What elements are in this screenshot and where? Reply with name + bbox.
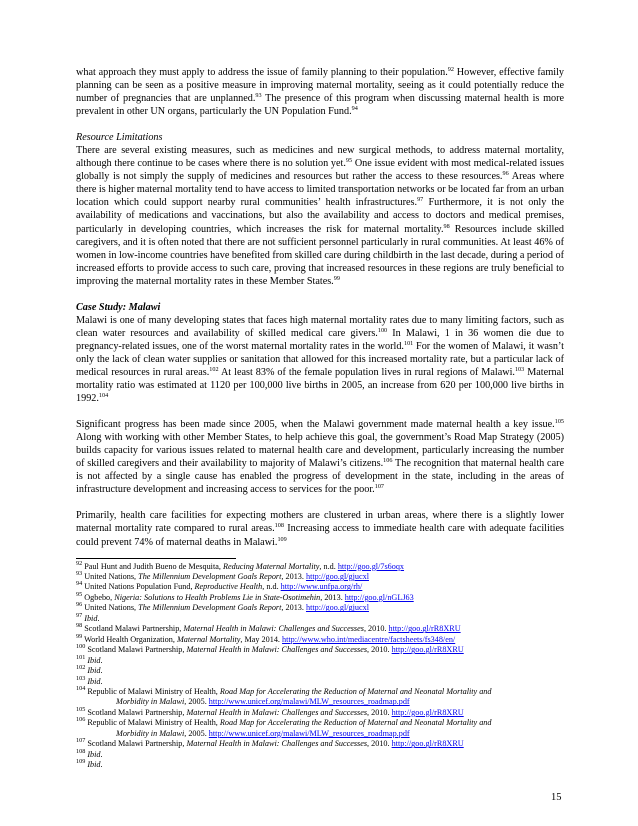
footnote-102: $^{102}$ Ibid. (76, 664, 103, 676)
footnote-link[interactable]: http://www.unicef.org/malawi/MLW_resources_roadmap.pdf (208, 697, 410, 707)
footnote-ref[interactable]: 103 (514, 365, 525, 373)
footnote-ref[interactable]: 104 (98, 392, 109, 400)
footnote-100: $^{100}$ Scotland Malawi Partnership, Maternal Health in Malawi: Challenges and Successes, 2010. http://goo.gl/rR8XRU (76, 643, 464, 655)
footnote-link[interactable]: http://www.unicef.org/malawi/MLW_resources_roadmap.pdf (208, 728, 410, 738)
footnote-ref[interactable]: 105 (554, 418, 564, 426)
footnote-ref[interactable]: 92 (447, 66, 454, 73)
footnote-ref[interactable]: 94 (351, 105, 358, 113)
footnote-ref[interactable]: 106 (383, 457, 393, 465)
footnote-ref[interactable]: 100 (377, 326, 388, 334)
footnote-99: $^{99}$ World Health Organization, Maternal Mortality, May 2014. http://www.who.int/mediacentre/factsheets/fs348/en/ (76, 632, 456, 644)
footnote-link[interactable]: http://goo.gl/rR8XRU (391, 645, 464, 655)
footnote-link[interactable]: http://goo.gl/gjucxl (305, 603, 369, 613)
footnote-link[interactable]: http://www.who.int/mediacentre/factsheets/fs348/en/ (282, 634, 456, 644)
footnote-link[interactable]: http://goo.gl/rR8XRU (391, 739, 464, 749)
footnote-106: $^{106}$ Republic of Malawi Ministry of Health, Road Map for Accelerating the Reduction of Maternal and Neonatal Mortality and Morbidity in Malawi, 2005. http://www.unicef.org/malawi/MLW_resources_roadmap.pdf (76, 716, 492, 738)
footnote-ref[interactable]: 102 (209, 365, 219, 373)
footnote-95: $^{95}$ Ogbebo, Nigeria: Solutions to Health Problems Lie in State-Osotimehin, 2013. http://goo.gl/nGLJ63 (76, 590, 414, 602)
footnote-105: $^{105}$ Scotland Malawi Partnership, Maternal Health in Malawi: Challenges and Successes, 2010. http://goo.gl/rR8XRU (76, 705, 464, 717)
footnote-link[interactable]: http://goo.gl/gjucxl (305, 572, 369, 581)
footnote-92: $^{92}$ Paul Hunt and Judith Bueno de Mesquita, Reducing Maternal Mortality, n.d. http://goo.gl/7s6oqx (76, 559, 405, 571)
footnote-ref[interactable]: 101 (403, 339, 414, 347)
paragraph-case-study-intro: Malawi is one of many developing states that faces high maternal mortality rates due to many limiting factors, such as clean water resources and availability of skilled medical care givers.$^{100}$ In Malawi, 1 in 36 women die due to pregnancy-related issues, one of the worst maternal mortality rates in the world.$^{101}$ For the women of Malawi, it wasn’t only the lack of clean water supplies or sanitation that allowed for this increased mortality rate, but a particular lack of medical resources in rural areas.$^{102}$ At least 83% of the female population lives in rural regions of Malawi.$^{103}$ Maternal mortality ratio was estimated at 1120 per 100,000 live births in 2005, an increase from 620 per 100,000 live births in 1992.$^{104}$ (76, 314, 564, 405)
section-heading-resource-limitations: Resource Limitations (76, 132, 163, 144)
footnote-107: $^{107}$ Scotland Malawi Partnership, Maternal Health in Malawi: Challenges and Successes, 2010. http://goo.gl/rR8XRU (76, 737, 464, 749)
paragraph-family-planning: what approach they must apply to address the issue of family planning to their population.$^{92}$ However, effective family planning can be seen as a positive measure in improving maternal mortality, seeing as it could potentially reduce the number of pregnancies that are unplanned.$^{93}$ The presence of this program when discussing maternal health is more prevalent in other UN organs, particularly the UN Population Fund.$^{94}$ (76, 66, 565, 118)
footnote-98: $^{98}$ Scotland Malawi Partnership, Maternal Health in Malawi: Challenges and Successes, 2010. http://goo.gl/rR8XRU (76, 622, 461, 634)
footnote-ref[interactable]: 95 (345, 157, 353, 165)
footnote-104: $^{104}$ Republic of Malawi Ministry of Health, Road Map for Accelerating the Reduction of Maternal and Neonatal Mortality and Morbidity in Malawi, 2005. http://www.unicef.org/malawi/MLW_resources_roadmap.pdf (76, 684, 492, 707)
paragraph-resource-limitations: There are several existing measures, such as medicines and new surgical methods, to address maternal mortality, although there continue to be cases where there is no solution yet.$^{95}$ One issue evident with most medical-related issues globally is not simply the supply of medicines and resources but rather the access to these resources.$^{96}$ Areas where there is higher maternal mortality tend to have access to limited transportation networks or be located far from an urban location which could support nearby rural communities’ health infrastructures.$^{97}$ Furthermore, it is not only the availability of medications and vaccinations, but also the availability and access to doctors and medical premises, particularly in developing countries, which increases the risk for maternal mortality.$^{98}$ Resources include skilled caregivers, and it is often noted that there are not sufficient personnel particularly in rural communities. At least 46% of women in low-income countries have benefited from skilled care during childbirth in the last decade, during a period of increased efforts to provide access to such care, proving that increased resources in these regions are truly beneficial to improving the maternal mortality rates in these Member States.$^{99}$ (76, 145, 564, 287)
footnote-link[interactable]: http://goo.gl/rR8XRU (391, 707, 464, 717)
footnotes (76, 559, 564, 771)
footnote-108: $^{108}$ Ibid. (76, 747, 103, 759)
document-page (76, 66, 564, 771)
footnote-97: $^{97}$ Ibid. (76, 611, 100, 623)
section-heading-case-study: Case Study: Malawi (76, 301, 161, 313)
footnote-ref[interactable]: 99 (333, 274, 340, 282)
footnote-divider (76, 558, 236, 559)
footnote-93: $^{93}$ United Nations, The Millennium Development Goals Report, 2013. http://goo.gl/gjucxl (76, 570, 369, 581)
footnote-link[interactable]: http://goo.gl/nGLJ63 (344, 592, 414, 602)
footnote-ref[interactable]: 97 (417, 196, 424, 204)
footnote-109: $^{109}$ Ibid. (76, 758, 103, 770)
footnote-link[interactable]: http://www.unfpa.org/rh/ (280, 582, 363, 592)
footnote-ref[interactable]: 98 (443, 222, 450, 230)
footnote-ref[interactable]: 107 (374, 483, 385, 491)
footnote-ref[interactable]: 109 (277, 535, 287, 543)
paragraph-facilities: Primarily, health care facilities for expecting mothers are clustered in urban areas, where there is a slightly lower maternal mortality rate compared to rural areas.$^{108}$ Increasing access to immediate health care with adequate facilities could prevent 74% of maternal deaths in Malawi.$^{109}$ (76, 510, 564, 548)
footnote-ref[interactable]: 108 (274, 522, 284, 530)
footnote-96: $^{96}$ United Nations, The Millennium Development Goals Report, 2013. http://goo.gl/gjucxl (76, 601, 369, 613)
footnote-103: $^{103}$ Ibid. (76, 674, 103, 686)
footnote-link[interactable]: http://goo.gl/7s6oqx (337, 561, 405, 571)
paragraph-progress: Significant progress has been made since 2005, when the Malawi government made maternal health a key issue.$^{105}$ Along with working with other Member States, to help achieve this goal, the government’s Road Map Strategy (2005) builds capacity for various issues related to maternal health care and development, particularly increasing the number of skilled caregivers and their availability to majority of Malawi’s citizens.$^{106}$ The recognition that maternal health care is not affected by a single cause has enabled the progress of development in the state, including in the areas of infrastructure development and increasing access to services for the poor.$^{107}$ (76, 418, 565, 496)
footnote-ref[interactable]: 96 (502, 170, 509, 178)
footnote-ref[interactable]: 93 (255, 92, 262, 100)
page-number: 15 (551, 792, 562, 803)
footnote-link[interactable]: http://goo.gl/rR8XRU (388, 624, 461, 634)
footnote-101: $^{101}$ Ibid. (76, 653, 103, 665)
footnote-94: $^{94}$ United Nations Population Fund, Reproductive Health, n.d. http://www.unfpa.org/rh/ (76, 580, 363, 592)
